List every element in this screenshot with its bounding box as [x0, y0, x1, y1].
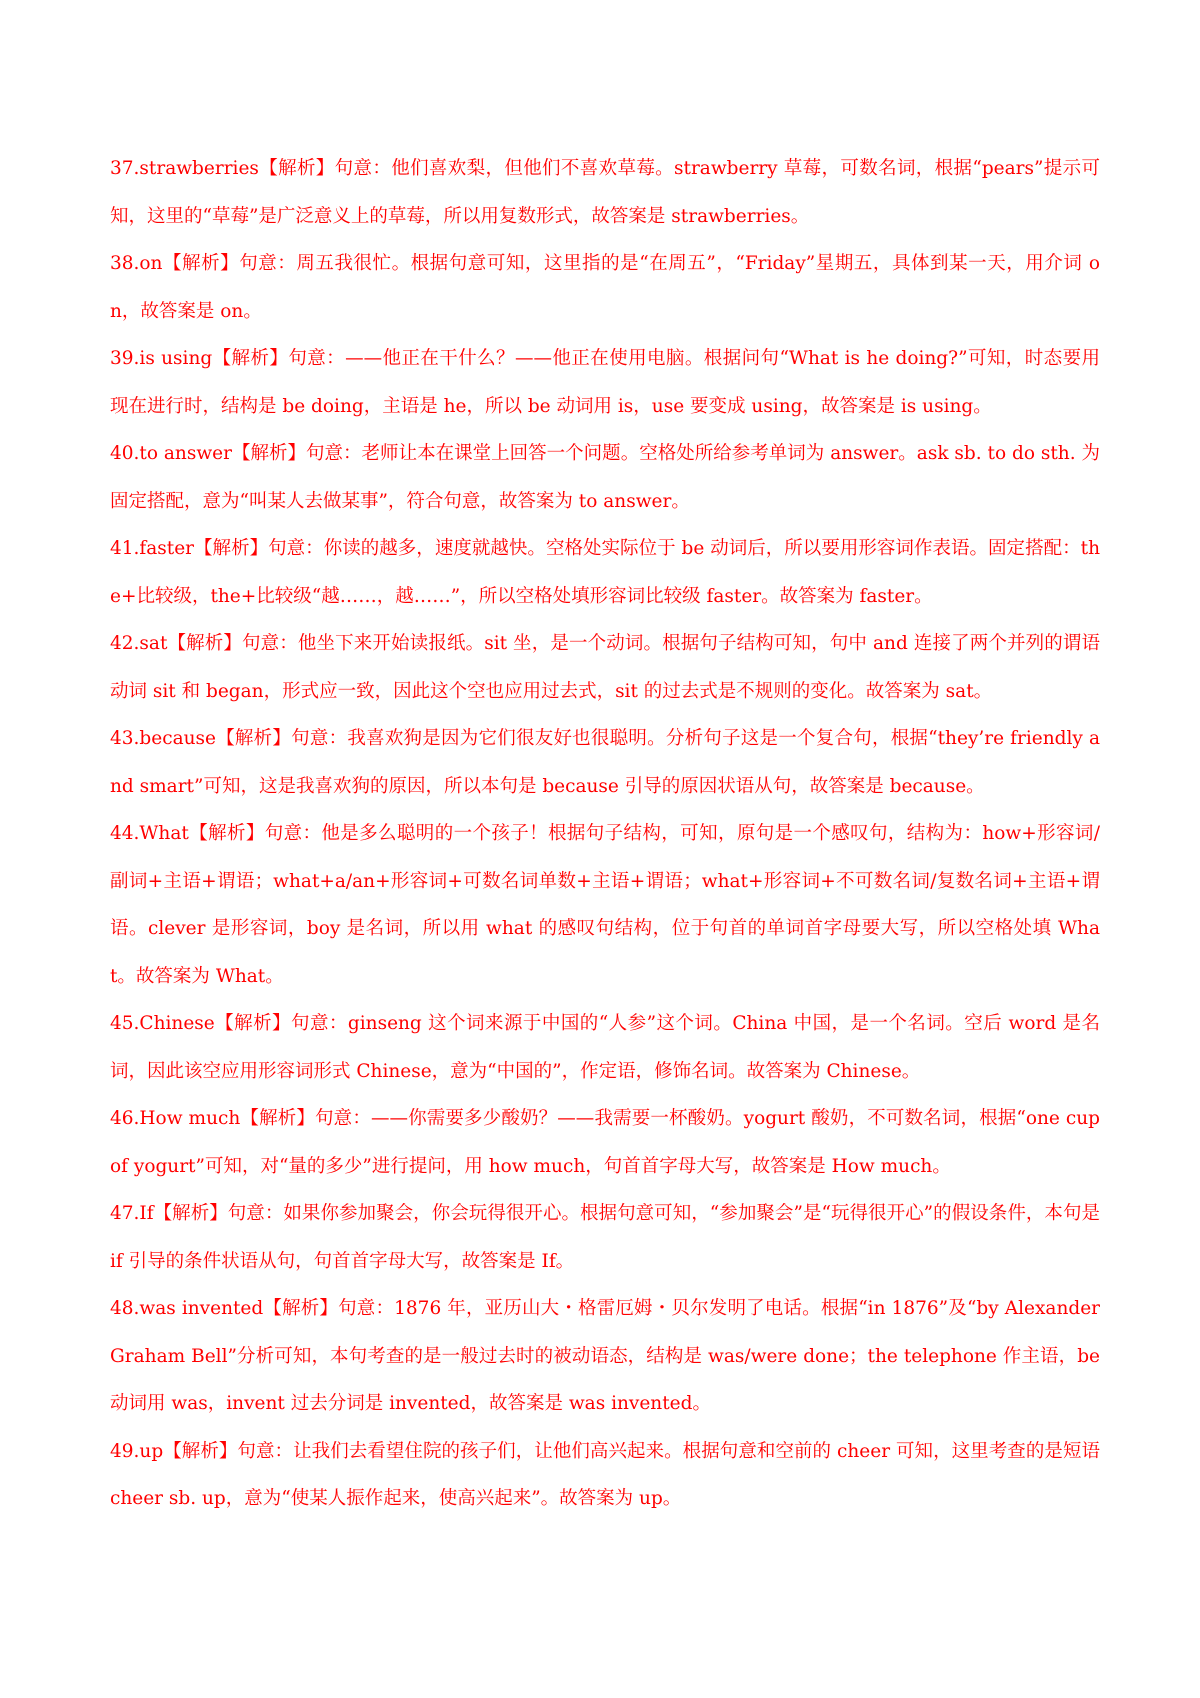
- answer-entry-41: 41.faster【解析】句意：你读的越多，速度就越快。空格处实际位于 be 动词后，所以要用形容词作表语。固定搭配：the+比较级，the+比较级“越……，越……”，所以空格处填形容词比较级 faster。故答案为 faster。: [110, 538, 1100, 607]
- answer-entry-40: 40.to answer【解析】句意：老师让本在课堂上回答一个问题。空格处所给参考单词为 answer。ask sb. to do sth. 为固定搭配，意为“叫某人去做某事”，符合句意，故答案为 to answer。: [110, 443, 1100, 512]
- answer-entry-46: 46.How much【解析】句意：——你需要多少酸奶？——我需要一杯酸奶。yogurt 酸奶，不可数名词，根据“one cup of yogurt”可知，对“量的多少”进行提问，用 how much，句首首字母大写，故答案是 How much。: [110, 1108, 1100, 1177]
- answer-entry-44: 44.What【解析】句意：他是多么聪明的一个孩子！根据句子结构，可知，原句是一个感叹句，结构为：how+形容词/副词+主语+谓语；what+a/an+形容词+可数名词单数+主语+谓语；what+形容词+不可数名词/复数名词+主语+谓语。clever 是形容词，boy 是名词，所以用 what 的感叹句结构，位于句首的单词首字母要大写，所以空格处填 What。故答案为 What。: [110, 823, 1100, 987]
- answer-entry-39: 39.is using【解析】句意：——他正在干什么？——他正在使用电脑。根据问句“What is he doing?”可知，时态要用现在进行时，结构是 be doing，主语是 he，所以 be 动词用 is，use 要变成 using，故答案是 is using。: [110, 348, 1100, 417]
- answer-explanations: [110, 145, 1100, 1523]
- answer-entry-38: 38.on【解析】句意：周五我很忙。根据句意可知，这里指的是“在周五”，“Friday”星期五，具体到某一天，用介词 on，故答案是 on。: [110, 253, 1100, 322]
- answer-entry-42: 42.sat【解析】句意：他坐下来开始读报纸。sit 坐，是一个动词。根据句子结构可知，句中 and 连接了两个并列的谓语动词 sit 和 began，形式应一致，因此这个空也应用过去式，sit 的过去式是不规则的变化。故答案为 sat。: [110, 633, 1100, 702]
- answer-entry-45: 45.Chinese【解析】句意：ginseng 这个词来源于中国的“人参”这个词。China 中国，是一个名词。空后 word 是名词，因此该空应用形容词形式 Chinese，意为“中国的”，作定语，修饰名词。故答案为 Chinese。: [110, 1013, 1100, 1082]
- answer-entry-48: 48.was invented【解析】句意：1876 年，亚历山大・格雷厄姆・贝尔发明了电话。根据“in 1876”及“by Alexander Graham Bell”分析可知，本句考查的是一般过去时的被动语态，结构是 was/were done；the telephone 作主语，be 动词用 was，invent 过去分词是 invented，故答案是 was invented。: [110, 1298, 1100, 1414]
- answer-entry-49: 49.up【解析】句意：让我们去看望住院的孩子们，让他们高兴起来。根据句意和空前的 cheer 可知，这里考查的是短语 cheer sb. up，意为“使某人振作起来，使高兴起来”。故答案为 up。: [110, 1440, 1100, 1509]
- answer-entry-47: 47.If【解析】句意：如果你参加聚会，你会玩得很开心。根据句意可知，“参加聚会”是“玩得很开心”的假设条件，本句是 if 引导的条件状语从句，句首首字母大写，故答案是 If。: [110, 1203, 1100, 1272]
- answer-entry-37: 37.strawberries【解析】句意：他们喜欢梨，但他们不喜欢草莓。strawberry 草莓，可数名词，根据“pears”提示可知，这里的“草莓”是广泛意义上的草莓，所以用复数形式，故答案是 strawberries。: [110, 158, 1100, 227]
- answer-entry-43: 43.because【解析】句意：我喜欢狗是因为它们很友好也很聪明。分析句子这是一个复合句，根据“they’re friendly and smart”可知，这是我喜欢狗的原因，所以本句是 because 引导的原因状语从句，故答案是 because。: [110, 728, 1100, 797]
